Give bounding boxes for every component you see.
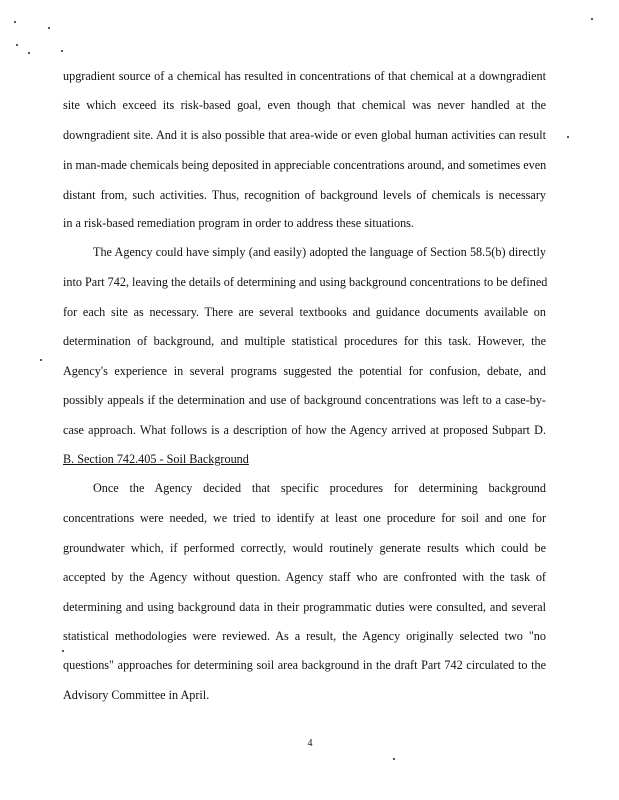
scan-speck	[393, 758, 395, 760]
paragraph-2-line: determination of background, and multiple statistical procedures for this task. However, the	[63, 334, 546, 348]
paragraph-1-line: upgradient source of a chemical has resulted in concentrations of that chemical at a downgradient	[63, 69, 546, 83]
paragraph-3-line: concentrations were needed, we tried to identify at least one procedure for soil and one for	[63, 511, 546, 525]
paragraph-3-line: groundwater which, if performed correctly, would routinely generate results which could be	[63, 541, 546, 555]
scan-speck	[40, 359, 42, 361]
paragraph-3-line: questions" approaches for determining soil area background in the draft Part 742 circulated to the	[63, 658, 546, 672]
scan-speck	[48, 27, 50, 29]
paragraph-2-line: possibly appeals if the determination and use of background concentrations was left to a case-by-	[63, 393, 546, 407]
paragraph-2-line: Agency's experience in several programs suggested the potential for confusion, debate, and	[63, 364, 546, 378]
scan-speck	[62, 650, 64, 652]
scan-speck	[28, 52, 30, 54]
scan-speck	[16, 44, 18, 46]
paragraph-2-line: case approach. What follows is a description of how the Agency arrived at proposed Subpart D.	[63, 423, 546, 437]
paragraph-1-line: downgradient site. And it is also possible that area-wide or even global human activities can result	[63, 128, 546, 142]
section-heading: B. Section 742.405 - Soil Background	[63, 452, 249, 466]
paragraph-1-line: distant from, such activities. Thus, recognition of background levels of chemicals is necessary	[63, 188, 546, 202]
page-number: 4	[307, 738, 313, 749]
paragraph-3-line: statistical methodologies were reviewed. As a result, the Agency originally selected two "no	[63, 629, 546, 643]
paragraph-3-line: determining and using background data in their programmatic duties were consulted, and several	[63, 600, 546, 614]
paragraph-1-line: in a risk-based remediation program in order to address these situations.	[63, 216, 414, 230]
scan-speck	[61, 50, 63, 52]
paragraph-3-line: Advisory Committee in April.	[63, 688, 210, 702]
paragraph-1-line: in man-made chemicals being deposited in appreciable concentrations around, and sometimes even	[63, 158, 547, 172]
paragraph-2-line: for each site as necessary. There are several textbooks and guidance documents available on	[63, 305, 546, 319]
scan-speck	[567, 136, 569, 138]
scan-speck	[14, 21, 16, 23]
scan-speck	[591, 18, 593, 20]
paragraph-3-line: accepted by the Agency without question. Agency staff who are confronted with the task of	[63, 570, 546, 584]
paragraph-2-line: into Part 742, leaving the details of determining and using background concentrations to be defined	[63, 275, 548, 289]
paragraph-3-line: Once the Agency decided that specific procedures for determining background	[93, 481, 546, 495]
paragraph-1-line: site which exceed its risk-based goal, even though that chemical was never handled at the	[63, 98, 546, 112]
paragraph-2-line: The Agency could have simply (and easily) adopted the language of Section 58.5(b) directly	[93, 245, 546, 259]
